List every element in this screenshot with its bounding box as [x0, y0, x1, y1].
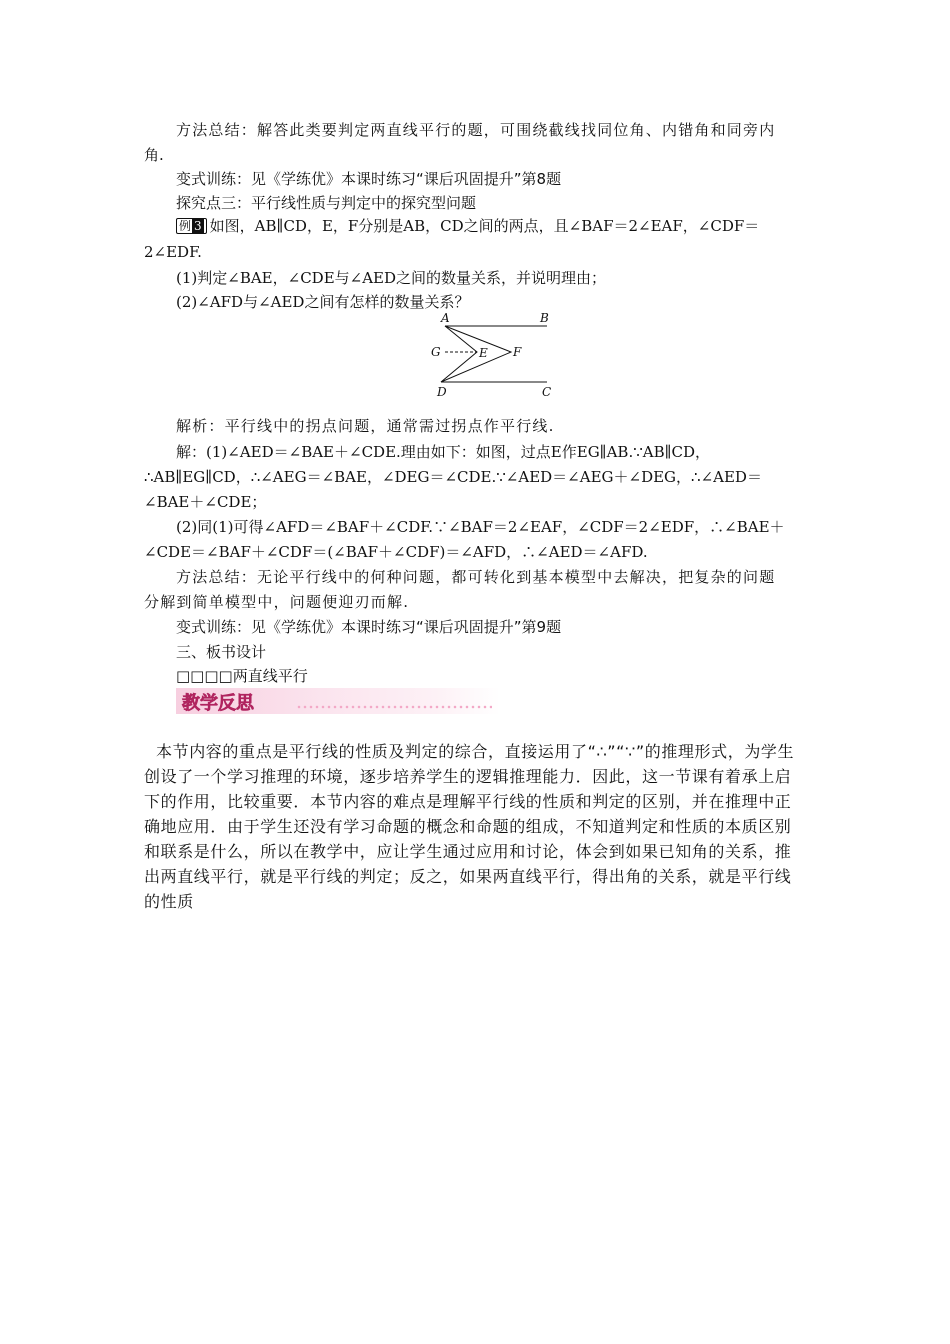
variant-training-2: 变式训练：见《学练优》本课时练习“课后巩固提升”第9题 — [176, 618, 562, 636]
reflection-line-5: 和联系是什么，所以在教学中，应让学生通过应用和讨论，体会到如果已知角的关系，推 — [144, 842, 792, 861]
blackboard-design-heading: 三、板书设计 — [176, 643, 267, 661]
label-b: B — [540, 311, 549, 325]
parallel-lines-figure — [425, 310, 565, 400]
label-e: E — [479, 346, 488, 360]
inquiry-point-3: 探究点三：平行线性质与判定中的探究型问题 — [176, 194, 477, 212]
method-summary-1-cont: 角. — [144, 146, 164, 164]
label-a: A — [441, 311, 450, 325]
example-3-text: 如图，AB∥CD，E，F分别是AB，CD之间的两点，且∠BAF＝2∠EAF，∠CDF＝ — [209, 217, 760, 235]
reflection-line-6: 出两直线平行，就是平行线的判定；反之，如果两直线平行，得出角的关系，就是平行线 — [144, 867, 792, 886]
example-3-statement — [176, 216, 806, 236]
question-2: (2)∠AFD与∠AED之间有怎样的数量关系？ — [176, 293, 470, 311]
blackboard-design-item: □□□□两直线平行 — [176, 667, 308, 685]
banner-dots-decoration — [296, 705, 492, 709]
method-summary-1: 方法总结：解答此类要判定两直线平行的题，可围绕截线找同位角、内错角和同旁内 — [176, 121, 776, 139]
example-badge: 例 3 — [176, 218, 207, 234]
analysis: 解析：平行线中的拐点问题，通常需过拐点作平行线. — [176, 417, 555, 435]
question-1: (1)判定∠BAE，∠CDE与∠AED之间的数量关系，并说明理由； — [176, 269, 607, 287]
reflection-line-1: 本节内容的重点是平行线的性质及判定的综合，直接运用了“∴”“∵”的推理形式，为学生 — [156, 742, 795, 761]
solution-1-end: ∠BAE＋∠CDE； — [144, 493, 267, 511]
label-d: D — [437, 385, 447, 399]
label-c: C — [542, 385, 552, 399]
reflection-line-3: 下的作用，比较重要．本节内容的难点是理解平行线的性质和判定的区别，并在推理中正 — [144, 792, 792, 811]
method-summary-2-cont: 分解到简单模型中，问题便迎刃而解. — [144, 593, 410, 611]
solution-1: 解：(1)∠AED＝∠BAE＋∠CDE.理由如下：如图，过点E作EG∥AB.∵AB∥CD， — [176, 443, 711, 461]
banner-title: 教学反思 — [182, 693, 254, 714]
reflection-line-7: 的性质 — [144, 892, 194, 911]
label-g: G — [431, 345, 441, 359]
solution-2: (2)同(1)可得∠AFD＝∠BAF＋∠CDF.∵∠BAF＝2∠EAF，∠CDF＝2∠EDF，∴∠BAE＋ — [176, 518, 785, 536]
solution-1-cont: ∴AB∥EG∥CD，∴∠AEG＝∠BAE，∠DEG＝∠CDE.∵∠AED＝∠AEG＋∠DEG，∴∠AED＝ — [144, 468, 762, 486]
teaching-reflection-banner — [176, 688, 500, 714]
solution-2-cont: ∠CDE＝∠BAF＋∠CDF＝(∠BAF＋∠CDF)＝∠AFD，∴∠AED＝∠AFD. — [144, 543, 648, 561]
example-3-statement-cont: 2∠EDF. — [144, 243, 202, 261]
reflection-line-4: 确地应用．由于学生还没有学习命题的概念和命题的组成，不知道判定和性质的本质区别 — [144, 817, 792, 836]
label-f: F — [513, 345, 522, 359]
method-summary-2: 方法总结：无论平行线中的何种问题，都可转化到基本模型中去解决，把复杂的问题 — [176, 568, 776, 586]
reflection-line-2: 创设了一个学习推理的环境，逐步培养学生的逻辑推理能力．因此，这一节课有着承上启 — [144, 767, 792, 786]
path-aed — [441, 326, 477, 382]
variant-training-1: 变式训练：见《学练优》本课时练习“课后巩固提升”第8题 — [176, 170, 562, 188]
